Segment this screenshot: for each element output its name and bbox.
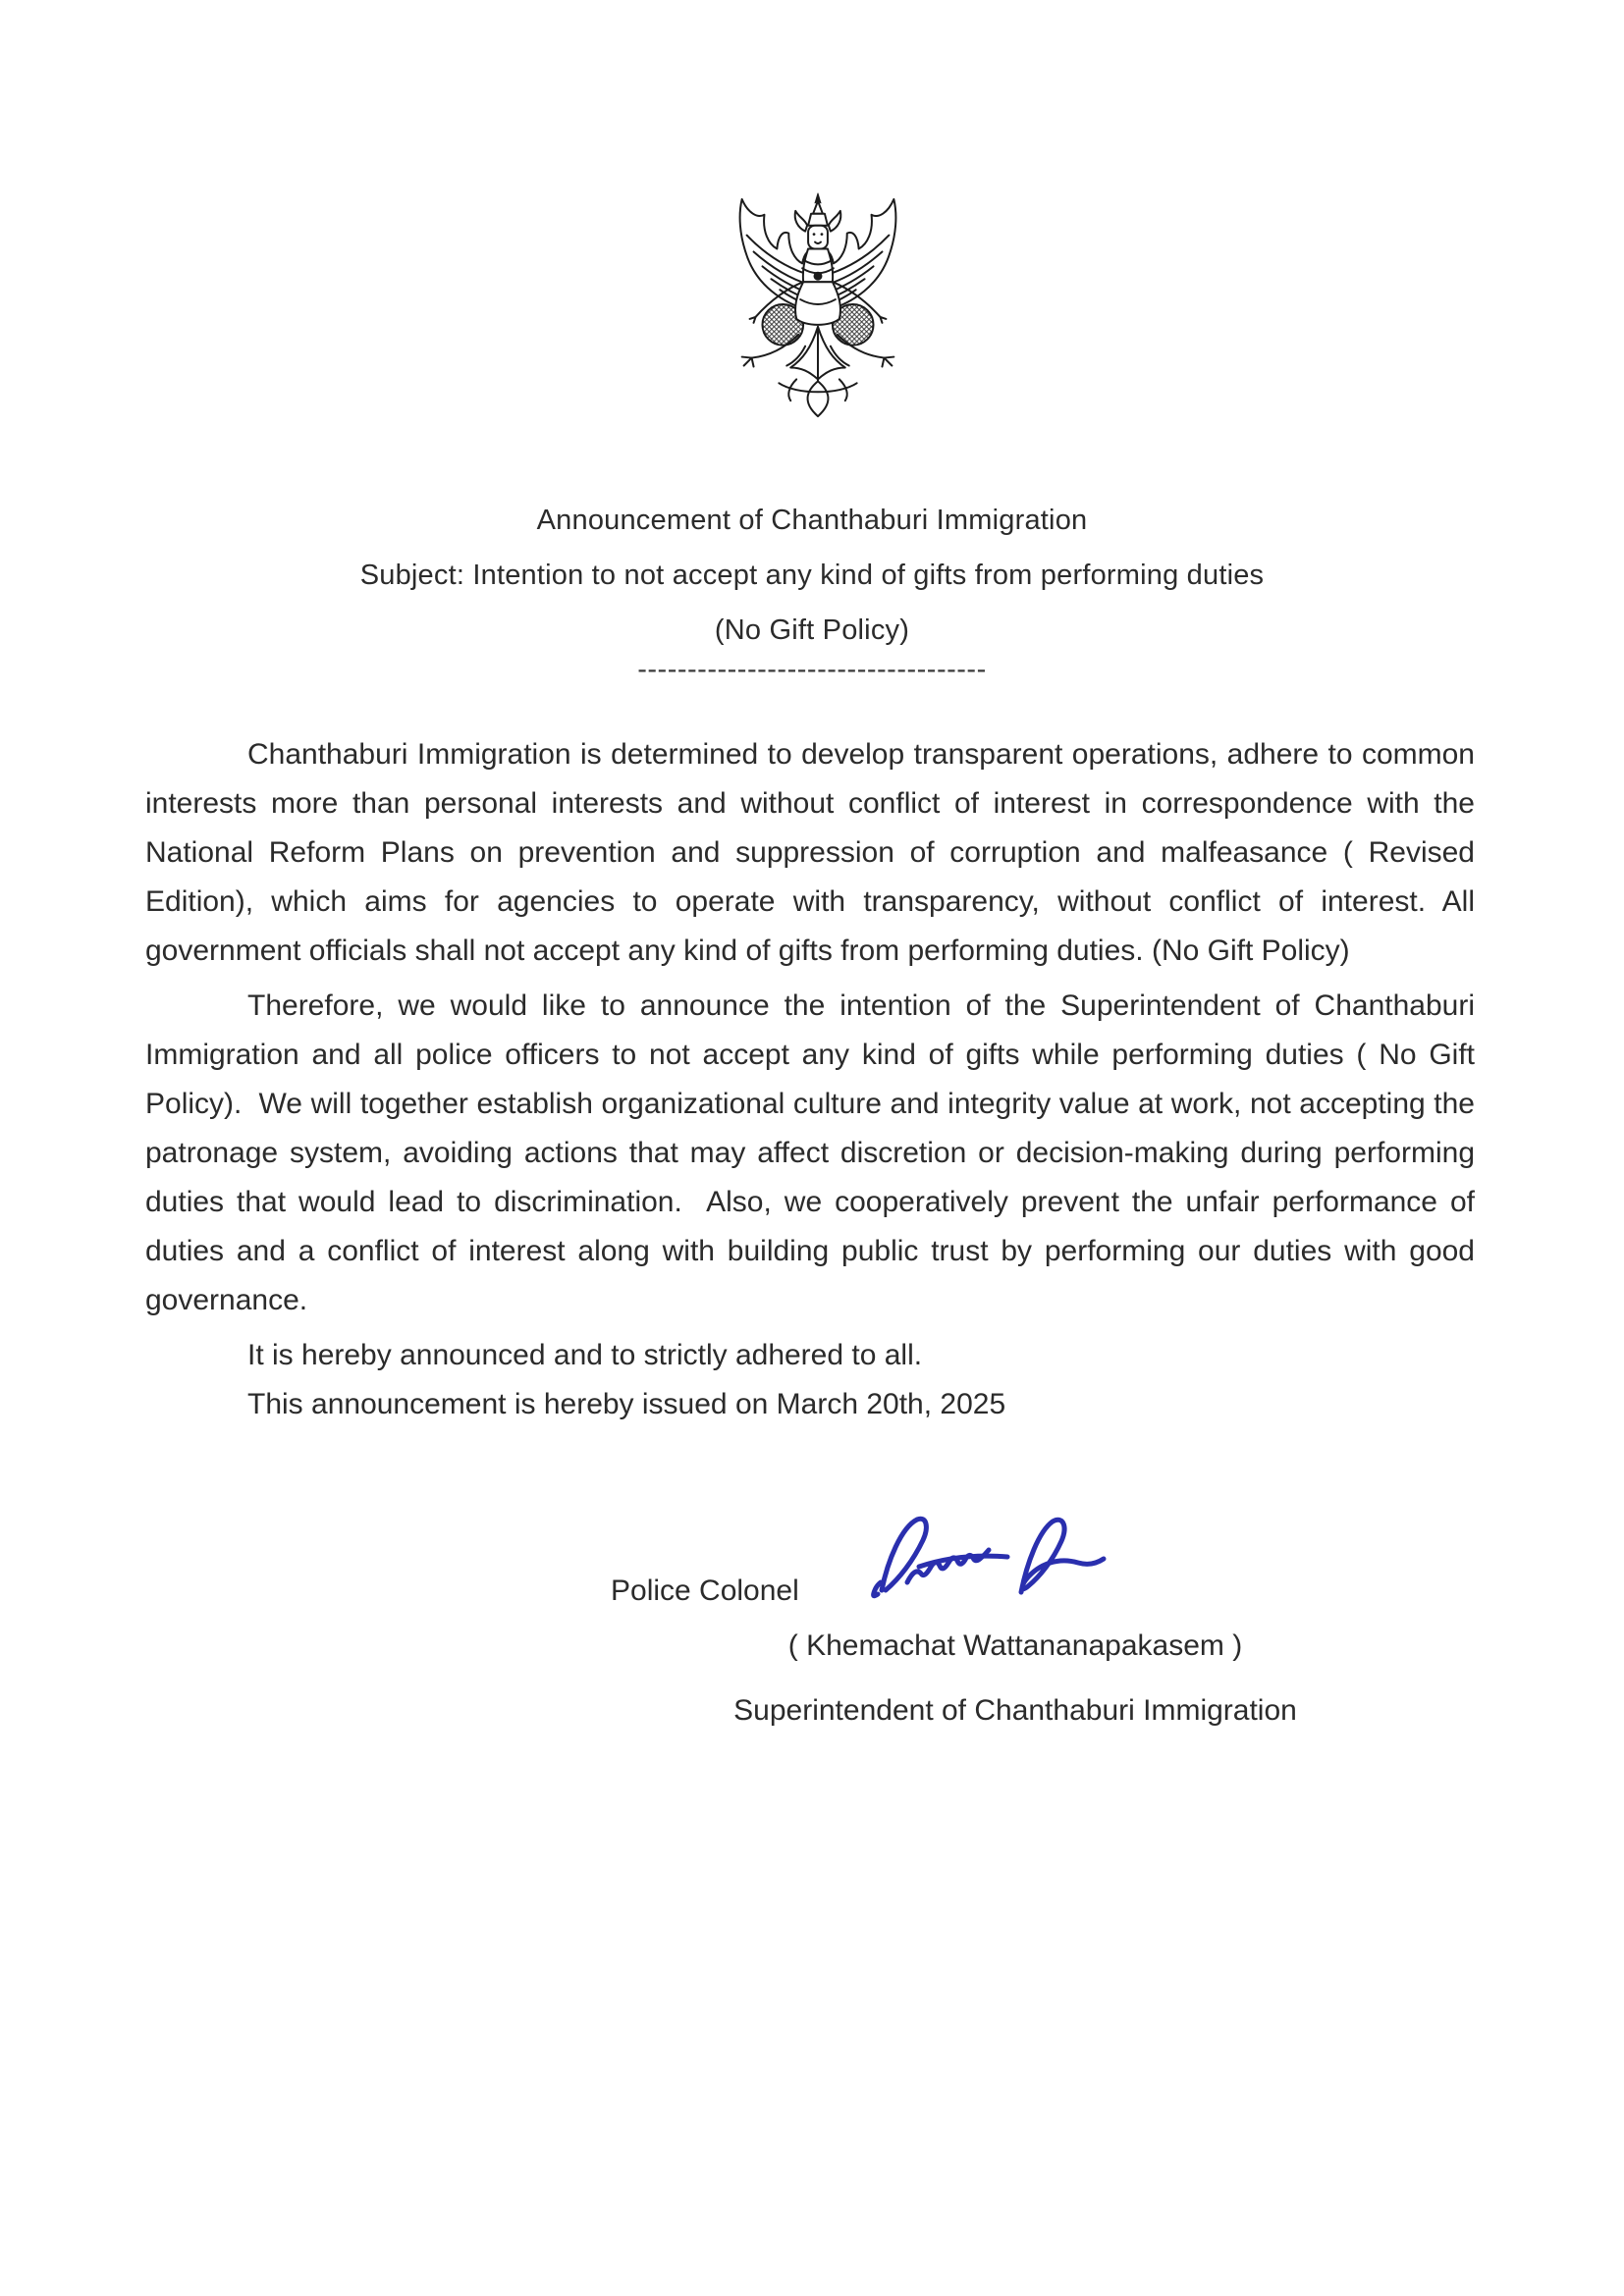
- dashed-divider: -----------------------------------: [637, 654, 987, 685]
- signer-rank: Police Colonel: [611, 1575, 799, 1607]
- signature-ink: [862, 1508, 1115, 1606]
- announcement-body: [145, 730, 1475, 1429]
- body-paragraph-2: Therefore, we would like to announce the intention of the Superintendent of Chanthaburi Immigration and all police officers to not accept any kind of gifts while performing duties ( No Gift Policy). We will together establish organizational culture and integrity value at work, not accepting the patronage system, avoiding actions that may affect discretion or decision-making during performing duties that would lead to discrimination. Also, we cooperatively prevent the unfair performance of duties and a conflict of interest along with building public trust by performing our duties with good governance.: [145, 989, 1475, 1316]
- signer-name: ( Khemachat Wattananapakasem ): [787, 1629, 1243, 1662]
- body-closing-line: It is hereby announced and to strictly adhered to all.: [247, 1339, 923, 1371]
- body-paragraph-1: Chanthaburi Immigration is determined to develop transparent operations, adhere to common interests more than personal interests and without conflict of interest in correspondence with the National Reform Plans on prevention and suppression of corruption and malfeasance ( Revised Edition), which aims for agencies to operate with transparency, without conflict of interest. All government officials shall not accept any kind of gifts from performing duties. (No Gift Policy): [145, 738, 1475, 967]
- no-gift-policy-label: (No Gift Policy): [714, 614, 910, 646]
- body-issue-date-line: This announcement is hereby issued on March 20th, 2025: [247, 1388, 1006, 1420]
- announcement-title: Announcement of Chanthaburi Immigration: [536, 505, 1088, 536]
- announcement-subject: Subject: Intention to not accept any kind of gifts from performing duties: [359, 560, 1265, 591]
- signer-title: Superintendent of Chanthaburi Immigration: [733, 1694, 1297, 1727]
- garuda-emblem-icon: [708, 190, 928, 424]
